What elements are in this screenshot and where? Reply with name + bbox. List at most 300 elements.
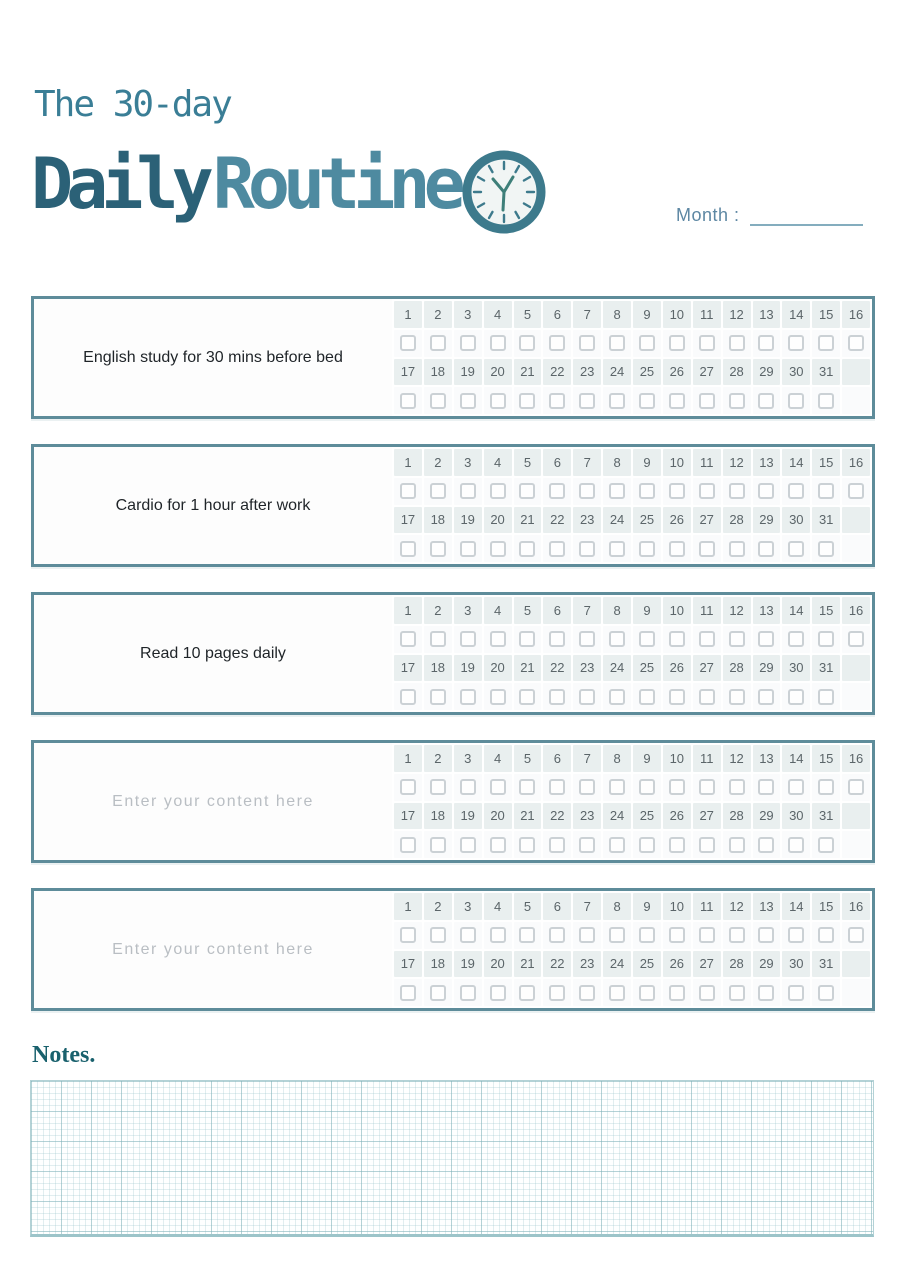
checkbox-cell <box>842 774 870 801</box>
day-checkbox[interactable] <box>669 631 685 647</box>
notes-heading: Notes. <box>32 1042 96 1068</box>
day-checkbox[interactable] <box>758 985 774 1001</box>
tracker-card <box>31 740 875 863</box>
day-checkbox[interactable] <box>729 483 745 499</box>
day-checkbox[interactable] <box>400 335 416 351</box>
day-number-cell: 3 <box>454 745 482 772</box>
checkbox-cell <box>693 478 721 505</box>
day-number-row <box>394 951 870 978</box>
day-checkbox[interactable] <box>669 837 685 853</box>
day-checkbox[interactable] <box>609 689 625 705</box>
day-number-cell: 30 <box>782 803 810 830</box>
day-checkbox[interactable] <box>758 837 774 853</box>
checkbox-cell <box>514 330 542 357</box>
checkbox-cell-empty <box>842 831 870 858</box>
day-checkbox[interactable] <box>549 689 565 705</box>
month-label: Month : <box>676 205 740 225</box>
day-number-cell: 3 <box>454 893 482 920</box>
checkbox-cell <box>454 626 482 653</box>
checkbox-cell <box>723 330 751 357</box>
day-checkbox[interactable] <box>579 541 595 557</box>
checkbox-cell <box>812 922 840 949</box>
day-checkbox[interactable] <box>519 631 535 647</box>
checkbox-cell <box>484 478 512 505</box>
day-checkbox[interactable] <box>609 927 625 943</box>
day-checkbox[interactable] <box>758 689 774 705</box>
day-number-cell: 31 <box>812 655 840 682</box>
checkbox-cell <box>394 535 422 562</box>
day-checkbox[interactable] <box>639 779 655 795</box>
day-number-cell: 12 <box>723 449 751 476</box>
checkbox-cell <box>693 922 721 949</box>
day-checkbox[interactable] <box>609 541 625 557</box>
day-checkbox[interactable] <box>669 779 685 795</box>
day-checkbox[interactable] <box>490 779 506 795</box>
day-number-cell: 23 <box>573 507 601 534</box>
day-checkbox[interactable] <box>848 927 864 943</box>
day-checkbox[interactable] <box>818 631 834 647</box>
day-grid <box>392 891 872 1008</box>
day-checkbox[interactable] <box>729 779 745 795</box>
day-checkbox[interactable] <box>639 335 655 351</box>
day-checkbox[interactable] <box>490 837 506 853</box>
day-checkbox[interactable] <box>579 483 595 499</box>
day-checkbox[interactable] <box>490 335 506 351</box>
day-checkbox[interactable] <box>490 985 506 1001</box>
day-checkbox[interactable] <box>460 689 476 705</box>
day-number-cell: 18 <box>424 655 452 682</box>
tracker-list <box>31 296 875 1036</box>
day-number-cell: 26 <box>663 507 691 534</box>
day-checkbox[interactable] <box>609 393 625 409</box>
day-number-cell: 19 <box>454 359 482 386</box>
day-number-cell: 15 <box>812 745 840 772</box>
day-checkbox[interactable] <box>549 927 565 943</box>
day-number-cell: 27 <box>693 803 721 830</box>
page-subtitle: The 30-day <box>34 84 231 125</box>
day-number-cell: 7 <box>573 893 601 920</box>
day-checkbox[interactable] <box>818 837 834 853</box>
day-number-cell: 28 <box>723 803 751 830</box>
day-checkbox[interactable] <box>729 541 745 557</box>
checkbox-cell <box>484 330 512 357</box>
day-checkbox[interactable] <box>788 335 804 351</box>
checkbox-cell <box>603 683 631 710</box>
day-number-cell: 1 <box>394 893 422 920</box>
day-number-cell: 28 <box>723 951 751 978</box>
day-number-cell: 3 <box>454 449 482 476</box>
checkbox-cell <box>633 979 661 1006</box>
day-checkbox[interactable] <box>639 689 655 705</box>
day-checkbox[interactable] <box>579 335 595 351</box>
day-number-cell: 16 <box>842 301 870 328</box>
day-checkbox[interactable] <box>400 689 416 705</box>
day-checkbox[interactable] <box>549 483 565 499</box>
day-checkbox[interactable] <box>699 335 715 351</box>
day-checkbox[interactable] <box>639 541 655 557</box>
day-checkbox[interactable] <box>729 837 745 853</box>
day-checkbox[interactable] <box>669 927 685 943</box>
day-checkbox[interactable] <box>818 483 834 499</box>
day-checkbox[interactable] <box>609 483 625 499</box>
day-number-cell: 13 <box>753 301 781 328</box>
day-checkbox[interactable] <box>669 541 685 557</box>
checkbox-cell <box>573 774 601 801</box>
day-number-cell: 4 <box>484 745 512 772</box>
day-checkbox[interactable] <box>519 689 535 705</box>
day-checkbox[interactable] <box>788 779 804 795</box>
day-number-cell: 20 <box>484 507 512 534</box>
checkbox-cell <box>424 979 452 1006</box>
checkbox-row <box>394 535 870 562</box>
tracker-label: English study for 30 mins before bed <box>83 348 343 366</box>
day-checkbox[interactable] <box>729 927 745 943</box>
day-checkbox[interactable] <box>848 483 864 499</box>
checkbox-cell <box>812 330 840 357</box>
checkbox-cell <box>723 478 751 505</box>
day-number-cell: 22 <box>543 803 571 830</box>
day-checkbox[interactable] <box>669 335 685 351</box>
day-checkbox[interactable] <box>579 779 595 795</box>
day-checkbox[interactable] <box>788 393 804 409</box>
tracker-label: Read 10 pages daily <box>140 644 286 662</box>
day-checkbox[interactable] <box>430 335 446 351</box>
day-checkbox[interactable] <box>699 779 715 795</box>
checkbox-row <box>394 478 870 505</box>
day-number-cell: 10 <box>663 893 691 920</box>
checkbox-cell <box>514 774 542 801</box>
day-checkbox[interactable] <box>490 631 506 647</box>
day-checkbox[interactable] <box>400 631 416 647</box>
day-checkbox[interactable] <box>549 335 565 351</box>
checkbox-cell <box>573 922 601 949</box>
checkbox-cell <box>782 330 810 357</box>
checkbox-cell <box>454 535 482 562</box>
day-checkbox[interactable] <box>669 689 685 705</box>
day-number-cell: 14 <box>782 597 810 624</box>
day-checkbox[interactable] <box>729 689 745 705</box>
day-checkbox[interactable] <box>699 541 715 557</box>
day-checkbox[interactable] <box>639 483 655 499</box>
day-checkbox[interactable] <box>579 689 595 705</box>
day-checkbox[interactable] <box>609 779 625 795</box>
checkbox-cell <box>693 683 721 710</box>
checkbox-cell <box>842 478 870 505</box>
day-checkbox[interactable] <box>549 393 565 409</box>
day-checkbox[interactable] <box>669 483 685 499</box>
tracker-label-placeholder[interactable]: Enter your content here <box>112 940 314 958</box>
day-checkbox[interactable] <box>729 393 745 409</box>
checkbox-cell <box>514 922 542 949</box>
day-checkbox[interactable] <box>758 631 774 647</box>
checkbox-cell <box>394 387 422 414</box>
day-checkbox[interactable] <box>490 393 506 409</box>
day-checkbox[interactable] <box>788 927 804 943</box>
day-checkbox[interactable] <box>579 393 595 409</box>
day-checkbox[interactable] <box>699 483 715 499</box>
checkbox-cell <box>723 979 751 1006</box>
day-checkbox[interactable] <box>430 779 446 795</box>
day-number-cell: 4 <box>484 597 512 624</box>
checkbox-cell <box>782 626 810 653</box>
day-checkbox[interactable] <box>579 985 595 1001</box>
day-checkbox[interactable] <box>729 335 745 351</box>
day-number-row <box>394 803 870 830</box>
day-checkbox[interactable] <box>579 927 595 943</box>
day-number-cell: 23 <box>573 655 601 682</box>
checkbox-cell <box>723 922 751 949</box>
day-checkbox[interactable] <box>699 837 715 853</box>
day-number-cell: 25 <box>633 655 661 682</box>
day-number-cell: 22 <box>543 655 571 682</box>
day-grid <box>392 595 872 712</box>
checkbox-cell <box>573 330 601 357</box>
day-checkbox[interactable] <box>669 393 685 409</box>
checkbox-cell <box>514 478 542 505</box>
checkbox-cell <box>514 831 542 858</box>
checkbox-cell <box>484 774 512 801</box>
day-checkbox[interactable] <box>400 985 416 1001</box>
day-checkbox[interactable] <box>818 541 834 557</box>
day-number-row <box>394 745 870 772</box>
day-checkbox[interactable] <box>460 541 476 557</box>
checkbox-cell <box>782 979 810 1006</box>
day-checkbox[interactable] <box>519 541 535 557</box>
day-checkbox[interactable] <box>848 779 864 795</box>
day-checkbox[interactable] <box>460 837 476 853</box>
day-number-cell: 8 <box>603 893 631 920</box>
checkbox-cell <box>782 387 810 414</box>
checkbox-cell <box>812 626 840 653</box>
day-checkbox[interactable] <box>549 779 565 795</box>
day-checkbox[interactable] <box>549 631 565 647</box>
day-checkbox[interactable] <box>400 393 416 409</box>
checkbox-row <box>394 774 870 801</box>
day-checkbox[interactable] <box>519 393 535 409</box>
checkbox-cell <box>663 535 691 562</box>
day-number-cell: 19 <box>454 507 482 534</box>
checkbox-cell <box>424 626 452 653</box>
day-checkbox[interactable] <box>490 541 506 557</box>
day-checkbox[interactable] <box>609 837 625 853</box>
day-checkbox[interactable] <box>430 985 446 1001</box>
checkbox-cell <box>424 774 452 801</box>
checkbox-cell <box>693 535 721 562</box>
day-number-cell: 20 <box>484 655 512 682</box>
day-checkbox[interactable] <box>818 689 834 705</box>
checkbox-cell <box>693 330 721 357</box>
day-checkbox[interactable] <box>549 541 565 557</box>
day-checkbox[interactable] <box>490 689 506 705</box>
day-checkbox[interactable] <box>400 483 416 499</box>
day-checkbox[interactable] <box>758 541 774 557</box>
day-checkbox[interactable] <box>788 631 804 647</box>
day-checkbox[interactable] <box>400 927 416 943</box>
day-checkbox[interactable] <box>430 483 446 499</box>
day-checkbox[interactable] <box>788 837 804 853</box>
day-checkbox[interactable] <box>519 985 535 1001</box>
day-checkbox[interactable] <box>788 483 804 499</box>
checkbox-cell <box>573 683 601 710</box>
notes-grid-area[interactable] <box>30 1080 874 1237</box>
day-checkbox[interactable] <box>669 985 685 1001</box>
day-number-cell: 1 <box>394 745 422 772</box>
checkbox-cell <box>484 626 512 653</box>
checkbox-cell <box>782 478 810 505</box>
day-checkbox[interactable] <box>788 541 804 557</box>
day-checkbox[interactable] <box>758 483 774 499</box>
day-number-cell: 26 <box>663 803 691 830</box>
checkbox-cell <box>424 683 452 710</box>
day-checkbox[interactable] <box>430 927 446 943</box>
day-checkbox[interactable] <box>699 631 715 647</box>
day-checkbox[interactable] <box>549 837 565 853</box>
day-checkbox[interactable] <box>818 985 834 1001</box>
checkbox-cell <box>514 626 542 653</box>
day-checkbox[interactable] <box>758 393 774 409</box>
day-checkbox[interactable] <box>788 689 804 705</box>
day-number-cell: 31 <box>812 507 840 534</box>
day-checkbox[interactable] <box>609 335 625 351</box>
day-checkbox[interactable] <box>729 631 745 647</box>
checkbox-cell <box>424 831 452 858</box>
checkbox-cell <box>693 774 721 801</box>
day-number-cell: 2 <box>424 301 452 328</box>
day-checkbox[interactable] <box>818 779 834 795</box>
day-checkbox[interactable] <box>519 335 535 351</box>
checkbox-cell <box>663 626 691 653</box>
checkbox-cell <box>514 979 542 1006</box>
day-checkbox[interactable] <box>758 335 774 351</box>
checkbox-cell <box>753 626 781 653</box>
day-checkbox[interactable] <box>400 837 416 853</box>
day-checkbox[interactable] <box>400 541 416 557</box>
day-number-cell: 15 <box>812 597 840 624</box>
day-checkbox[interactable] <box>699 393 715 409</box>
day-number-cell: 25 <box>633 359 661 386</box>
checkbox-cell <box>543 774 571 801</box>
day-number-cell: 27 <box>693 951 721 978</box>
day-checkbox[interactable] <box>430 631 446 647</box>
day-checkbox[interactable] <box>400 779 416 795</box>
day-checkbox[interactable] <box>490 927 506 943</box>
checkbox-cell <box>424 922 452 949</box>
day-number-cell: 29 <box>753 655 781 682</box>
day-checkbox[interactable] <box>699 689 715 705</box>
day-checkbox[interactable] <box>519 483 535 499</box>
day-number-cell: 18 <box>424 507 452 534</box>
day-checkbox[interactable] <box>639 837 655 853</box>
day-checkbox[interactable] <box>609 985 625 1001</box>
day-checkbox[interactable] <box>519 927 535 943</box>
day-number-cell: 24 <box>603 359 631 386</box>
checkbox-cell <box>753 774 781 801</box>
day-number-cell: 20 <box>484 803 512 830</box>
day-checkbox[interactable] <box>699 927 715 943</box>
day-checkbox[interactable] <box>460 335 476 351</box>
day-number-cell: 13 <box>753 745 781 772</box>
day-checkbox[interactable] <box>549 985 565 1001</box>
day-number-cell: 5 <box>514 301 542 328</box>
checkbox-cell <box>603 922 631 949</box>
day-checkbox[interactable] <box>818 393 834 409</box>
day-checkbox[interactable] <box>460 483 476 499</box>
day-checkbox[interactable] <box>639 393 655 409</box>
day-checkbox[interactable] <box>818 927 834 943</box>
checkbox-cell <box>633 626 661 653</box>
day-checkbox[interactable] <box>430 393 446 409</box>
day-checkbox[interactable] <box>519 837 535 853</box>
day-number-cell: 23 <box>573 359 601 386</box>
checkbox-cell <box>633 535 661 562</box>
day-checkbox[interactable] <box>729 985 745 1001</box>
day-number-cell: 19 <box>454 655 482 682</box>
day-checkbox[interactable] <box>848 631 864 647</box>
day-checkbox[interactable] <box>818 335 834 351</box>
day-checkbox[interactable] <box>758 927 774 943</box>
day-number-cell: 29 <box>753 803 781 830</box>
day-checkbox[interactable] <box>579 837 595 853</box>
day-checkbox[interactable] <box>460 779 476 795</box>
day-checkbox[interactable] <box>699 985 715 1001</box>
day-checkbox[interactable] <box>460 393 476 409</box>
day-number-cell: 18 <box>424 359 452 386</box>
day-checkbox[interactable] <box>519 779 535 795</box>
day-number-cell: 2 <box>424 597 452 624</box>
day-number-cell: 31 <box>812 951 840 978</box>
month-input-line[interactable] <box>750 204 863 226</box>
page-title <box>31 138 459 230</box>
day-checkbox[interactable] <box>460 927 476 943</box>
day-checkbox[interactable] <box>430 837 446 853</box>
day-checkbox[interactable] <box>579 631 595 647</box>
day-number-cell: 6 <box>543 301 571 328</box>
day-number-cell: 10 <box>663 745 691 772</box>
day-checkbox[interactable] <box>758 779 774 795</box>
day-number-cell: 1 <box>394 597 422 624</box>
day-checkbox[interactable] <box>788 985 804 1001</box>
day-checkbox[interactable] <box>639 631 655 647</box>
checkbox-cell <box>454 478 482 505</box>
day-number-cell: 5 <box>514 597 542 624</box>
checkbox-cell <box>753 478 781 505</box>
page-title-word-daily: Daily <box>31 143 207 225</box>
tracker-card <box>31 296 875 419</box>
day-number-cell: 12 <box>723 597 751 624</box>
day-checkbox[interactable] <box>639 985 655 1001</box>
day-checkbox[interactable] <box>460 631 476 647</box>
day-checkbox[interactable] <box>490 483 506 499</box>
checkbox-cell <box>573 478 601 505</box>
day-number-cell: 9 <box>633 893 661 920</box>
day-number-cell: 16 <box>842 745 870 772</box>
checkbox-cell <box>543 922 571 949</box>
day-checkbox[interactable] <box>609 631 625 647</box>
tracker-label-placeholder[interactable]: Enter your content here <box>112 792 314 810</box>
day-checkbox[interactable] <box>639 927 655 943</box>
day-number-cell: 20 <box>484 359 512 386</box>
day-number-cell: 13 <box>753 449 781 476</box>
checkbox-cell <box>603 831 631 858</box>
day-checkbox[interactable] <box>848 335 864 351</box>
checkbox-cell <box>663 387 691 414</box>
day-checkbox[interactable] <box>430 541 446 557</box>
day-number-cell: 7 <box>573 597 601 624</box>
day-checkbox[interactable] <box>460 985 476 1001</box>
day-checkbox[interactable] <box>430 689 446 705</box>
checkbox-cell <box>394 922 422 949</box>
checkbox-cell-empty <box>842 535 870 562</box>
